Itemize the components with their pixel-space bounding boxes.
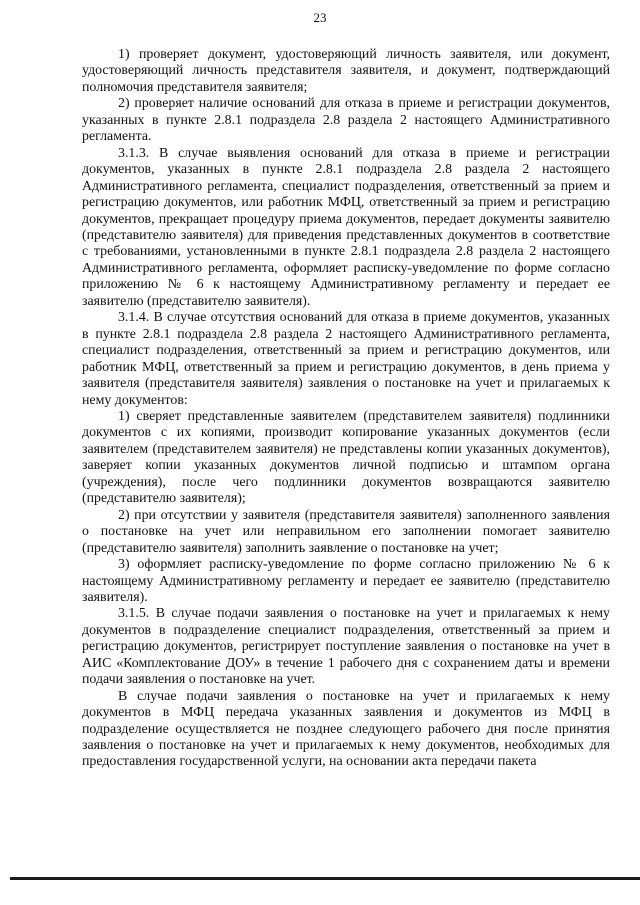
paragraph-3-1-4: 3.1.4. В случае отсутствия оснований для отказа в приеме документов, указанных в пункте 2.8.1 подраздела 2.8 раздела 2 настоящего Административного регламента, специалист подразделения, ответственный за прием и регистрацию документов, или работник МФЦ, ответственный за прием и регистрацию документов, в день приема у заявителя (представителя заявителя) заявления о постановке на учет и прилагаемых к нему документов: (82, 310, 610, 408)
paragraph-3-1-5: 3.1.5. В случае подачи заявления о постановке на учет и прилагаемых к нему документов в подразделение специалист подразделения, ответственный за прием и регистрацию документов, регистрирует поступление заявления о постановке на учет в АИС «Комплектование ДОУ» в течение 1 рабочего дня с сохранением даты и времени подачи заявления о постановке на учет. (82, 606, 610, 688)
paragraph-compare-originals: 1) сверяет представленные заявителем (представителем заявителя) подлинники документов с их копиями, производит копирование указанных документов (если заявителем (представителем заявителя) не представлены копии указанных документов), заверяет копии указанных документов личной подписью и штампом органа (учреждения), после чего подлинники документов возвращаются заявителю (представителю заявителя); (82, 408, 610, 507)
page-number: 23 (313, 10, 327, 25)
document-body (82, 47, 610, 771)
paragraph-issue-receipt: 3) оформляет расписку-уведомление по форме согласно приложению № 6 к настоящему Административному регламенту и передает ее заявителю (представителю заявителя). (82, 557, 610, 605)
paragraph-verify-identity: 1) проверяет документ, удостоверяющий личность заявителя, или документ, удостоверяющий личность представителя заявителя, и документ, подтверждающий полномочия представителя заявителя; (82, 47, 610, 95)
paragraph-3-1-3: 3.1.3. В случае выявления оснований для отказа в приеме и регистрации документов, указанных в пункте 2.8.1 подраздела 2.8 раздела 2 настоящего Административного регламента, специалист подразделения, ответственный за прием и регистрацию документов, или работник МФЦ, ответственный за прием и регистрацию документов, прекращает процедуру приема документов, передает документы заявителю (представителю заявителя) для приведения представленных документов в соответствие с требованиями, установленными в пункте 2.8.1 подраздела 2.8 раздела 2 настоящего Административного регламента, оформляет расписку-уведомление по форме согласно приложению № 6 к настоящему Административному регламенту и передает ее заявителю (представителю заявителя). (82, 145, 610, 309)
paragraph-help-fill-application: 2) при отсутствии у заявителя (представителя заявителя) заполненного заявления о постановке на учет или неправильном его заполнении помогает заявителю (представителю заявителя) заполнить заявление о постановке на учет; (82, 507, 610, 556)
paragraph-check-refusal-grounds: 2) проверяет наличие оснований для отказа в приеме и регистрации документов, указанных в пункте 2.8.1 подраздела 2.8 раздела 2 настоящего Административного регламента. (82, 96, 610, 145)
bottom-scan-edge-line (10, 877, 640, 880)
paragraph-mfc-transfer: В случае подачи заявления о постановке на учет и прилагаемых к нему документов в МФЦ передача указанных заявления и документов из МФЦ в подразделение осуществляется не позднее следующего рабочего дня после принятия заявления о постановке на учет и прилагаемых к нему документов, необходимых для предоставления государственной услуги, на основании акта передачи пакета (82, 688, 610, 770)
